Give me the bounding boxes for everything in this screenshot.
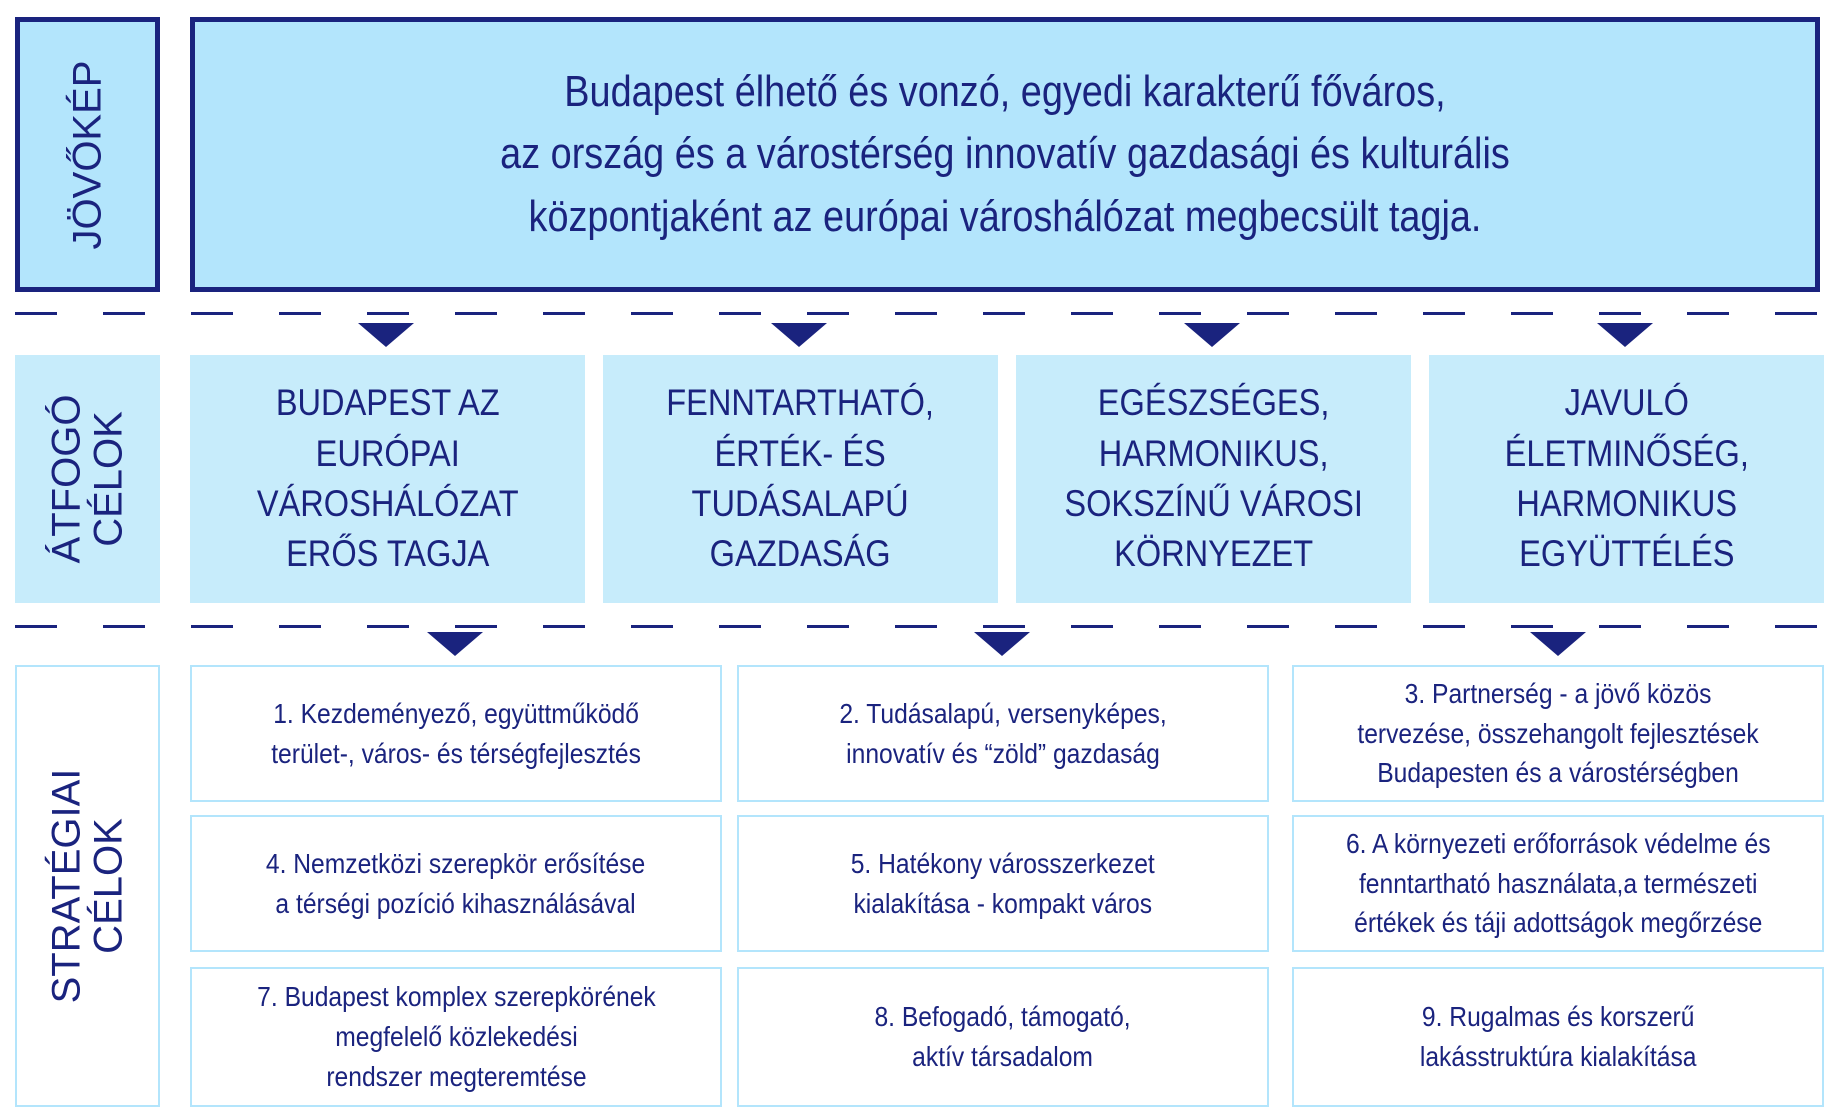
overarching-goal-box xyxy=(1016,355,1411,603)
label-line: ÁTFOGÓ xyxy=(44,394,89,564)
overarching-goal-box xyxy=(603,355,998,603)
strategiai-celok-label-box xyxy=(15,665,160,1107)
strategic-goal-box xyxy=(1292,967,1824,1107)
atfogo-celok-label xyxy=(46,395,130,564)
goal-line: HARMONIKUS, xyxy=(1098,432,1329,474)
separator-dashed-line xyxy=(15,625,1825,628)
strategic-goal-text: 4. Nemzetközi szerepkör erősítése a térségi pozíció kihasználásával xyxy=(266,847,646,919)
vision-line: központjaként az európai városhálózat megbecsült tagja. xyxy=(528,191,1482,241)
overarching-goal-box xyxy=(190,355,585,603)
jovokep-label-box xyxy=(15,17,160,292)
strategic-goal-text: 9. Rugalmas és korszerű lakásstruktúra kialakítása xyxy=(1419,1001,1697,1072)
strategic-goal-box xyxy=(190,967,722,1107)
goal-line: ERŐS TAGJA xyxy=(285,533,490,575)
goal-line: SOKSZÍNŰ VÁROSI xyxy=(1064,483,1363,524)
strategic-goal-text: 7. Budapest komplex szerepkörének megfelelő közlekedési rendszer megteremtése xyxy=(256,981,656,1092)
strategic-goal-text: 2. Tudásalapú, versenyképes, innovatív és “zöld” gazdaság xyxy=(839,697,1167,769)
strategic-goal-box xyxy=(737,665,1269,802)
overarching-goal-text xyxy=(667,378,935,579)
vision-statement xyxy=(500,61,1510,248)
goal-line: KÖRNYEZET xyxy=(1113,533,1313,575)
goal-line: HARMONIKUS xyxy=(1516,483,1737,524)
down-arrow-icon xyxy=(1530,632,1586,656)
label-line: CÉLOK xyxy=(86,411,131,547)
goal-line: ÉLETMINŐSÉG, xyxy=(1504,432,1749,474)
goal-line: GAZDASÁG xyxy=(710,533,891,575)
goal-line: EURÓPAI xyxy=(315,432,460,474)
strategic-goal-box xyxy=(190,665,722,802)
vision-line: Budapest élhető és vonzó, egyedi karakterű főváros, xyxy=(564,66,1446,116)
strategic-goal-box xyxy=(737,967,1269,1107)
atfogo-celok-label-box xyxy=(15,355,160,603)
goal-line: BUDAPEST AZ xyxy=(275,382,500,424)
strategic-goal-text: 6. A környezeti erőforrások védelme és fenntartható használata,a természeti értékek és táji adottságok megőrzése xyxy=(1345,827,1771,939)
overarching-goal-box xyxy=(1429,355,1824,603)
overarching-goal-text xyxy=(1064,378,1363,579)
label-line: CÉLOK xyxy=(86,818,131,954)
jovokep-label: JÖVŐKÉP xyxy=(65,60,110,249)
strategic-goal-text: 3. Partnerség - a jövő közös tervezése, összehangolt fejlesztések Budapesten és a várostérségben xyxy=(1357,677,1759,789)
down-arrow-icon xyxy=(358,323,414,347)
label-line: STRATÉGIAI xyxy=(44,768,89,1004)
goal-line: EGÉSZSÉGES, xyxy=(1097,382,1330,424)
strategic-goal-text: 8. Befogadó, támogató, aktív társadalom xyxy=(874,1001,1132,1072)
overarching-goal-text xyxy=(1504,378,1748,579)
overarching-goal-text xyxy=(257,378,519,579)
strategic-goal-text: 1. Kezdeményező, együttműködő terület-, város- és térségfejlesztés xyxy=(271,697,641,769)
separator-dashed-line xyxy=(15,312,1825,315)
goal-line: EGYÜTTÉLÉS xyxy=(1518,533,1735,575)
goal-line: ÉRTÉK- ÉS xyxy=(714,432,887,474)
down-arrow-icon xyxy=(974,632,1030,656)
strategic-goal-box xyxy=(1292,815,1824,952)
strategic-goal-box xyxy=(737,815,1269,952)
strategiai-celok-label xyxy=(46,769,130,1004)
goal-line: FENNTARTHATÓ, xyxy=(666,382,935,424)
strategic-goal-box xyxy=(190,815,722,952)
strategic-goal-text: 5. Hatékony városszerkezet kialakítása - kompakt város xyxy=(850,847,1156,919)
goal-line: TUDÁSALAPÚ xyxy=(691,483,910,524)
strategic-goal-box xyxy=(1292,665,1824,802)
down-arrow-icon xyxy=(1597,323,1653,347)
down-arrow-icon xyxy=(771,323,827,347)
vision-line: az ország és a várostérség innovatív gazdasági és kulturális xyxy=(500,129,1510,179)
down-arrow-icon xyxy=(1184,323,1240,347)
down-arrow-icon xyxy=(427,632,483,656)
goal-line: JAVULÓ xyxy=(1564,382,1689,424)
vision-box xyxy=(190,17,1820,292)
goal-line: VÁROSHÁLÓZAT xyxy=(256,483,519,524)
